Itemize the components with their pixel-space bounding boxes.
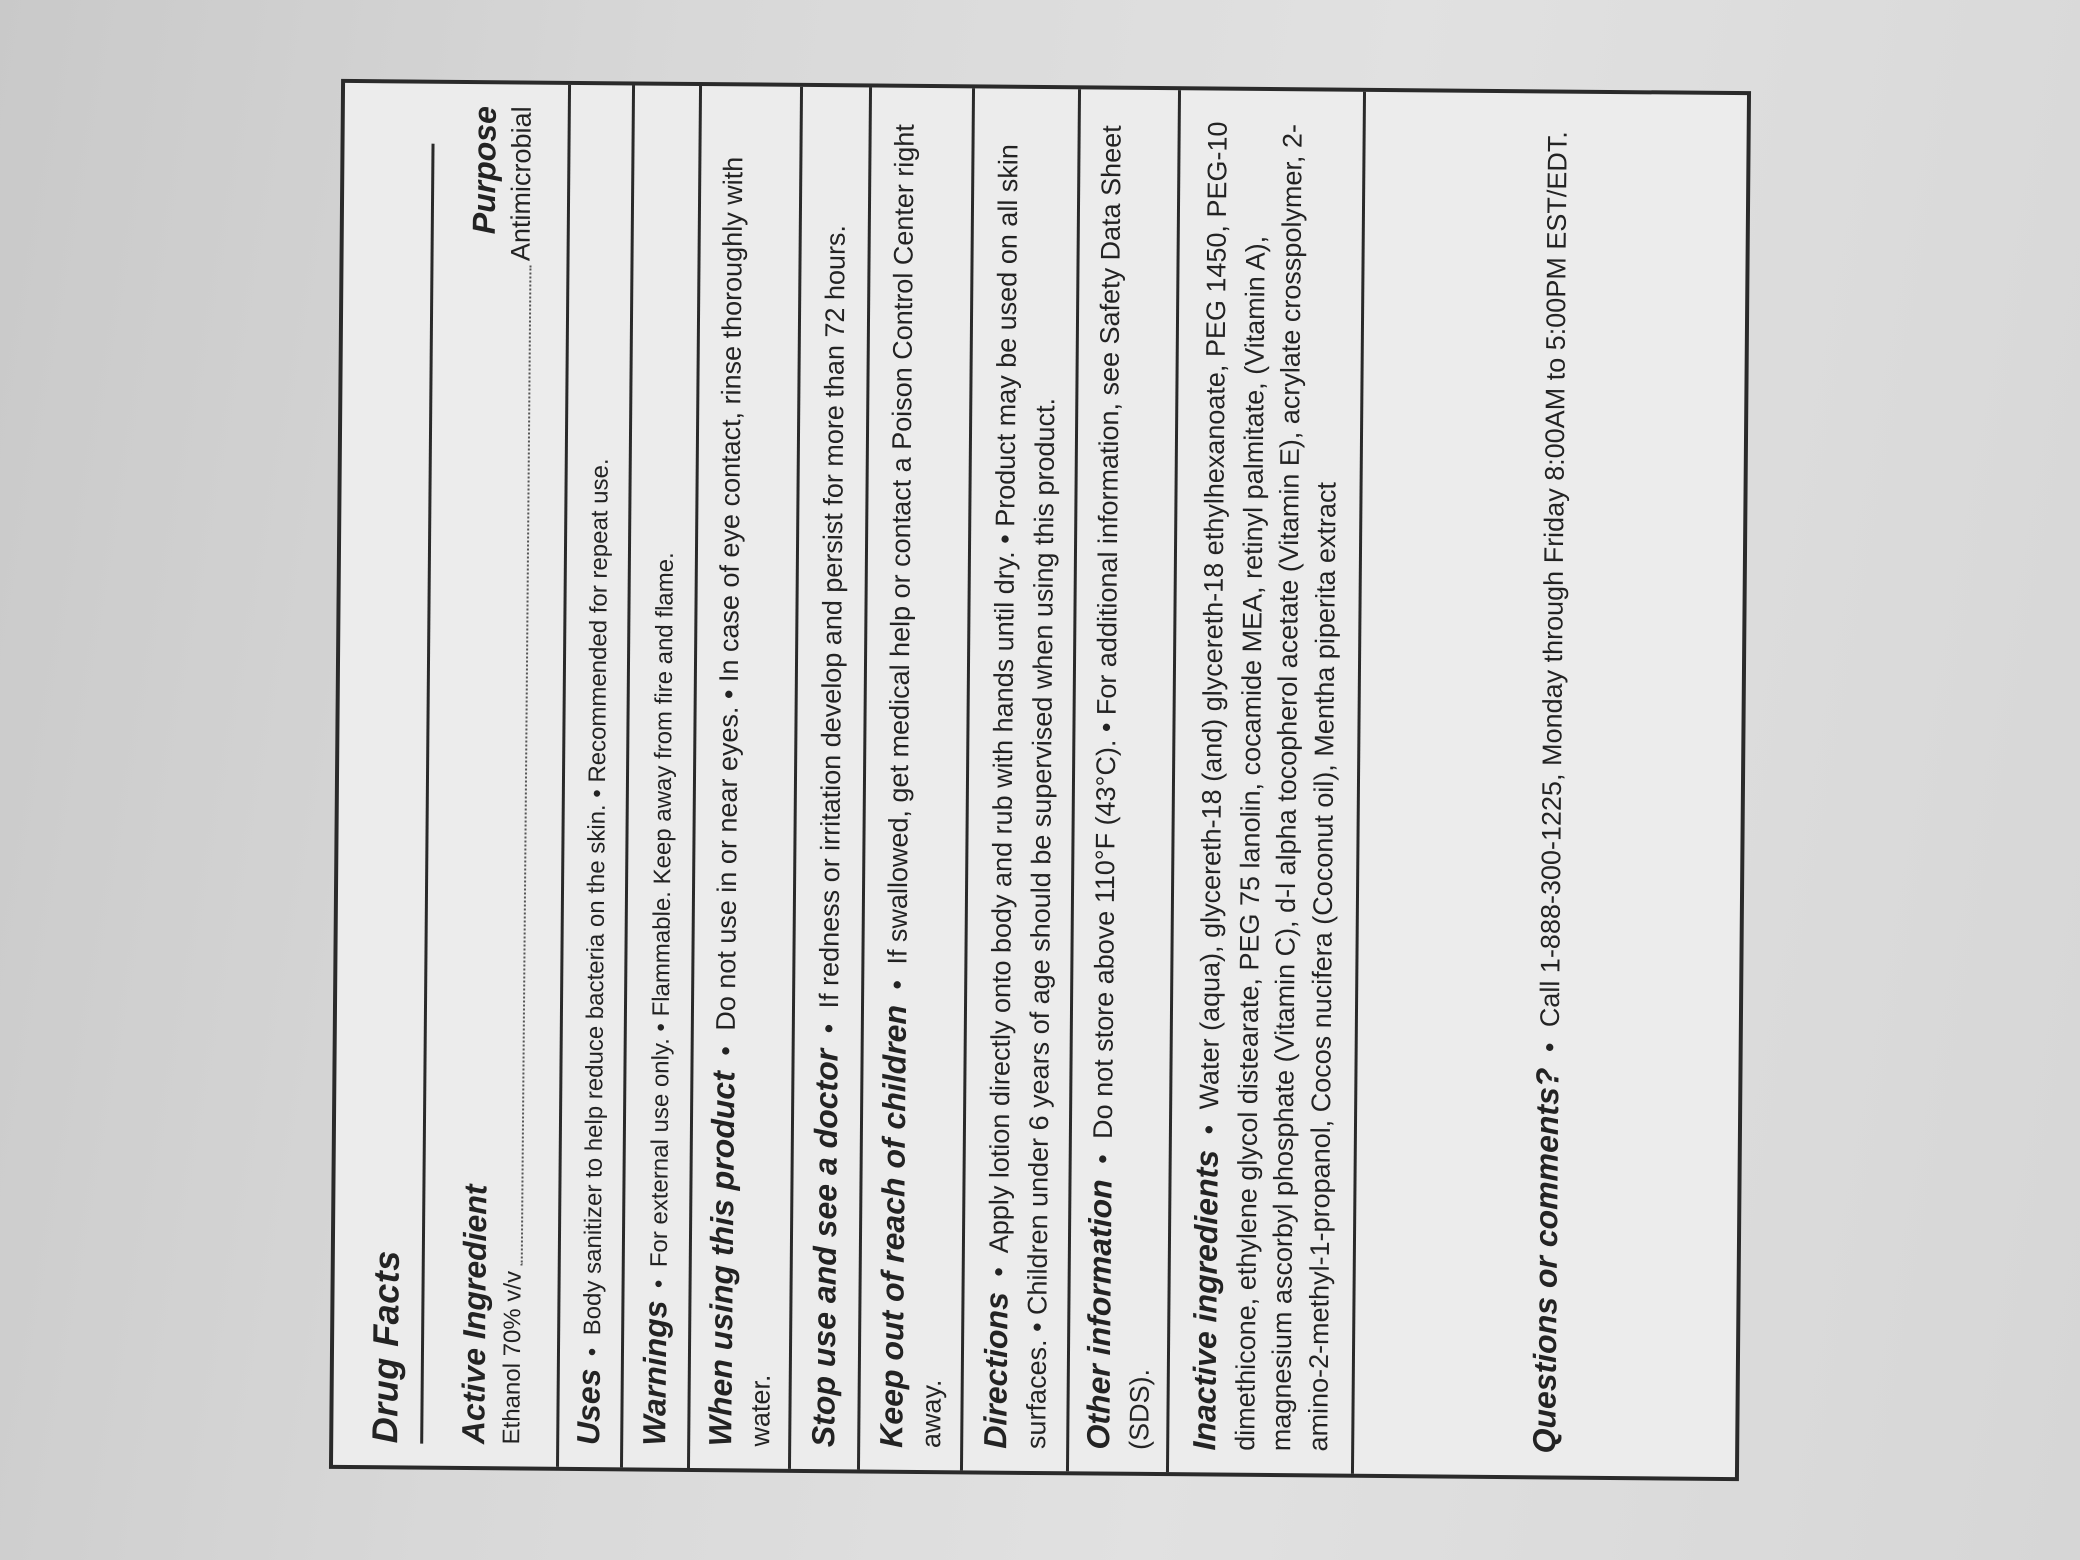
when-using-heading: When using this product: [702, 1071, 742, 1447]
bullet: •: [814, 1023, 845, 1034]
drug-facts-header: [333, 83, 439, 1466]
inactive-ingredients-text: Water (aqua), glycereth-18 (and) glycereth-18 ethylhexanoate, PEG 1450, PEG-10 dimethicone, ethylene glycol distearate, PEG 75 lanolin, cocamide MEA, retinyl palmitate, (Vitamin A), magnesium ascorbyl phosphate (Vitamin C), d-l alpha tocopherol acetate (Vitamin E), acrylate crosspolymer, 2-amino-2-methyl-1-propanol, Cocos nucifera (Coconut oil), Mentha piperita extract: [1194, 121, 1342, 1452]
purpose-heading: Purpose: [465, 105, 503, 235]
dotted-leader: [521, 265, 532, 1265]
uses-heading: Uses: [570, 1368, 608, 1446]
warnings-heading: Warnings: [635, 1300, 674, 1446]
questions-heading: Questions or comments?: [1525, 1067, 1566, 1454]
keep-out-heading: Keep out of reach of children: [873, 1004, 913, 1448]
directions-text: Apply lotion directly onto body and rub with hands until dry. • Product may be used on all skin surfaces. • Children under 6 years of age should be supervised when using this product.: [984, 144, 1061, 1450]
questions-text: Call 1-888-300-1225, Monday through Friday 8:00AM to 5:00PM EST/EDT.: [1534, 131, 1573, 1028]
keep-out-text: If swallowed, get medical help or contact a Poison Control Center right away.: [882, 124, 948, 1449]
stop-use-section: [791, 87, 872, 1470]
inactive-ingredients-section: [1169, 90, 1366, 1474]
bullet: •: [579, 1347, 607, 1357]
bullet: •: [882, 979, 913, 990]
other-info-text: Do not store above 110°F (43°C). • For additional information, see Safety Data Sheet (SDS).: [1088, 125, 1155, 1451]
stop-use-heading: Stop use and see a doctor: [805, 1048, 845, 1448]
active-ingredient-value: Ethanol 70% v/v: [498, 1270, 527, 1445]
keep-out-section: [860, 88, 975, 1471]
bullet: •: [645, 1279, 673, 1289]
bullet: •: [710, 1046, 741, 1056]
bullet: •: [1534, 1042, 1565, 1053]
uses-text: Body sanitizer to help reduce bacteria on the skin. • Recommended for repeat use.: [579, 458, 615, 1336]
bullet: •: [984, 1267, 1015, 1277]
active-ingredient-heading: Active Ingredient: [454, 1184, 494, 1445]
warnings-text: For external use only. • Flammable. Keep away from fire and flame.: [645, 552, 679, 1268]
drug-facts-title: Drug Facts: [364, 1250, 407, 1444]
directions-section: [963, 88, 1081, 1471]
warnings-section: [623, 85, 702, 1468]
stop-use-text: If redness or irritation develop and persist for more than 72 hours.: [814, 224, 852, 1009]
inactive-ingredients-heading: Inactive ingredients: [1186, 1149, 1225, 1451]
when-using-section: [690, 86, 803, 1469]
other-info-heading: Other information: [1080, 1179, 1119, 1450]
other-info-section: [1069, 89, 1181, 1472]
drug-facts-label: [329, 79, 1751, 1481]
purpose-value: Antimicrobial: [505, 106, 537, 262]
bullet: •: [1194, 1124, 1225, 1135]
when-using-text: Do not use in or near eyes. • In case of eye contact, rinse thoroughly with water.: [710, 156, 777, 1447]
uses-section: [559, 85, 635, 1468]
directions-heading: Directions: [977, 1292, 1015, 1449]
questions-section: [1354, 92, 1747, 1477]
bullet: •: [1088, 1154, 1119, 1164]
active-ingredient-section: [427, 84, 571, 1467]
